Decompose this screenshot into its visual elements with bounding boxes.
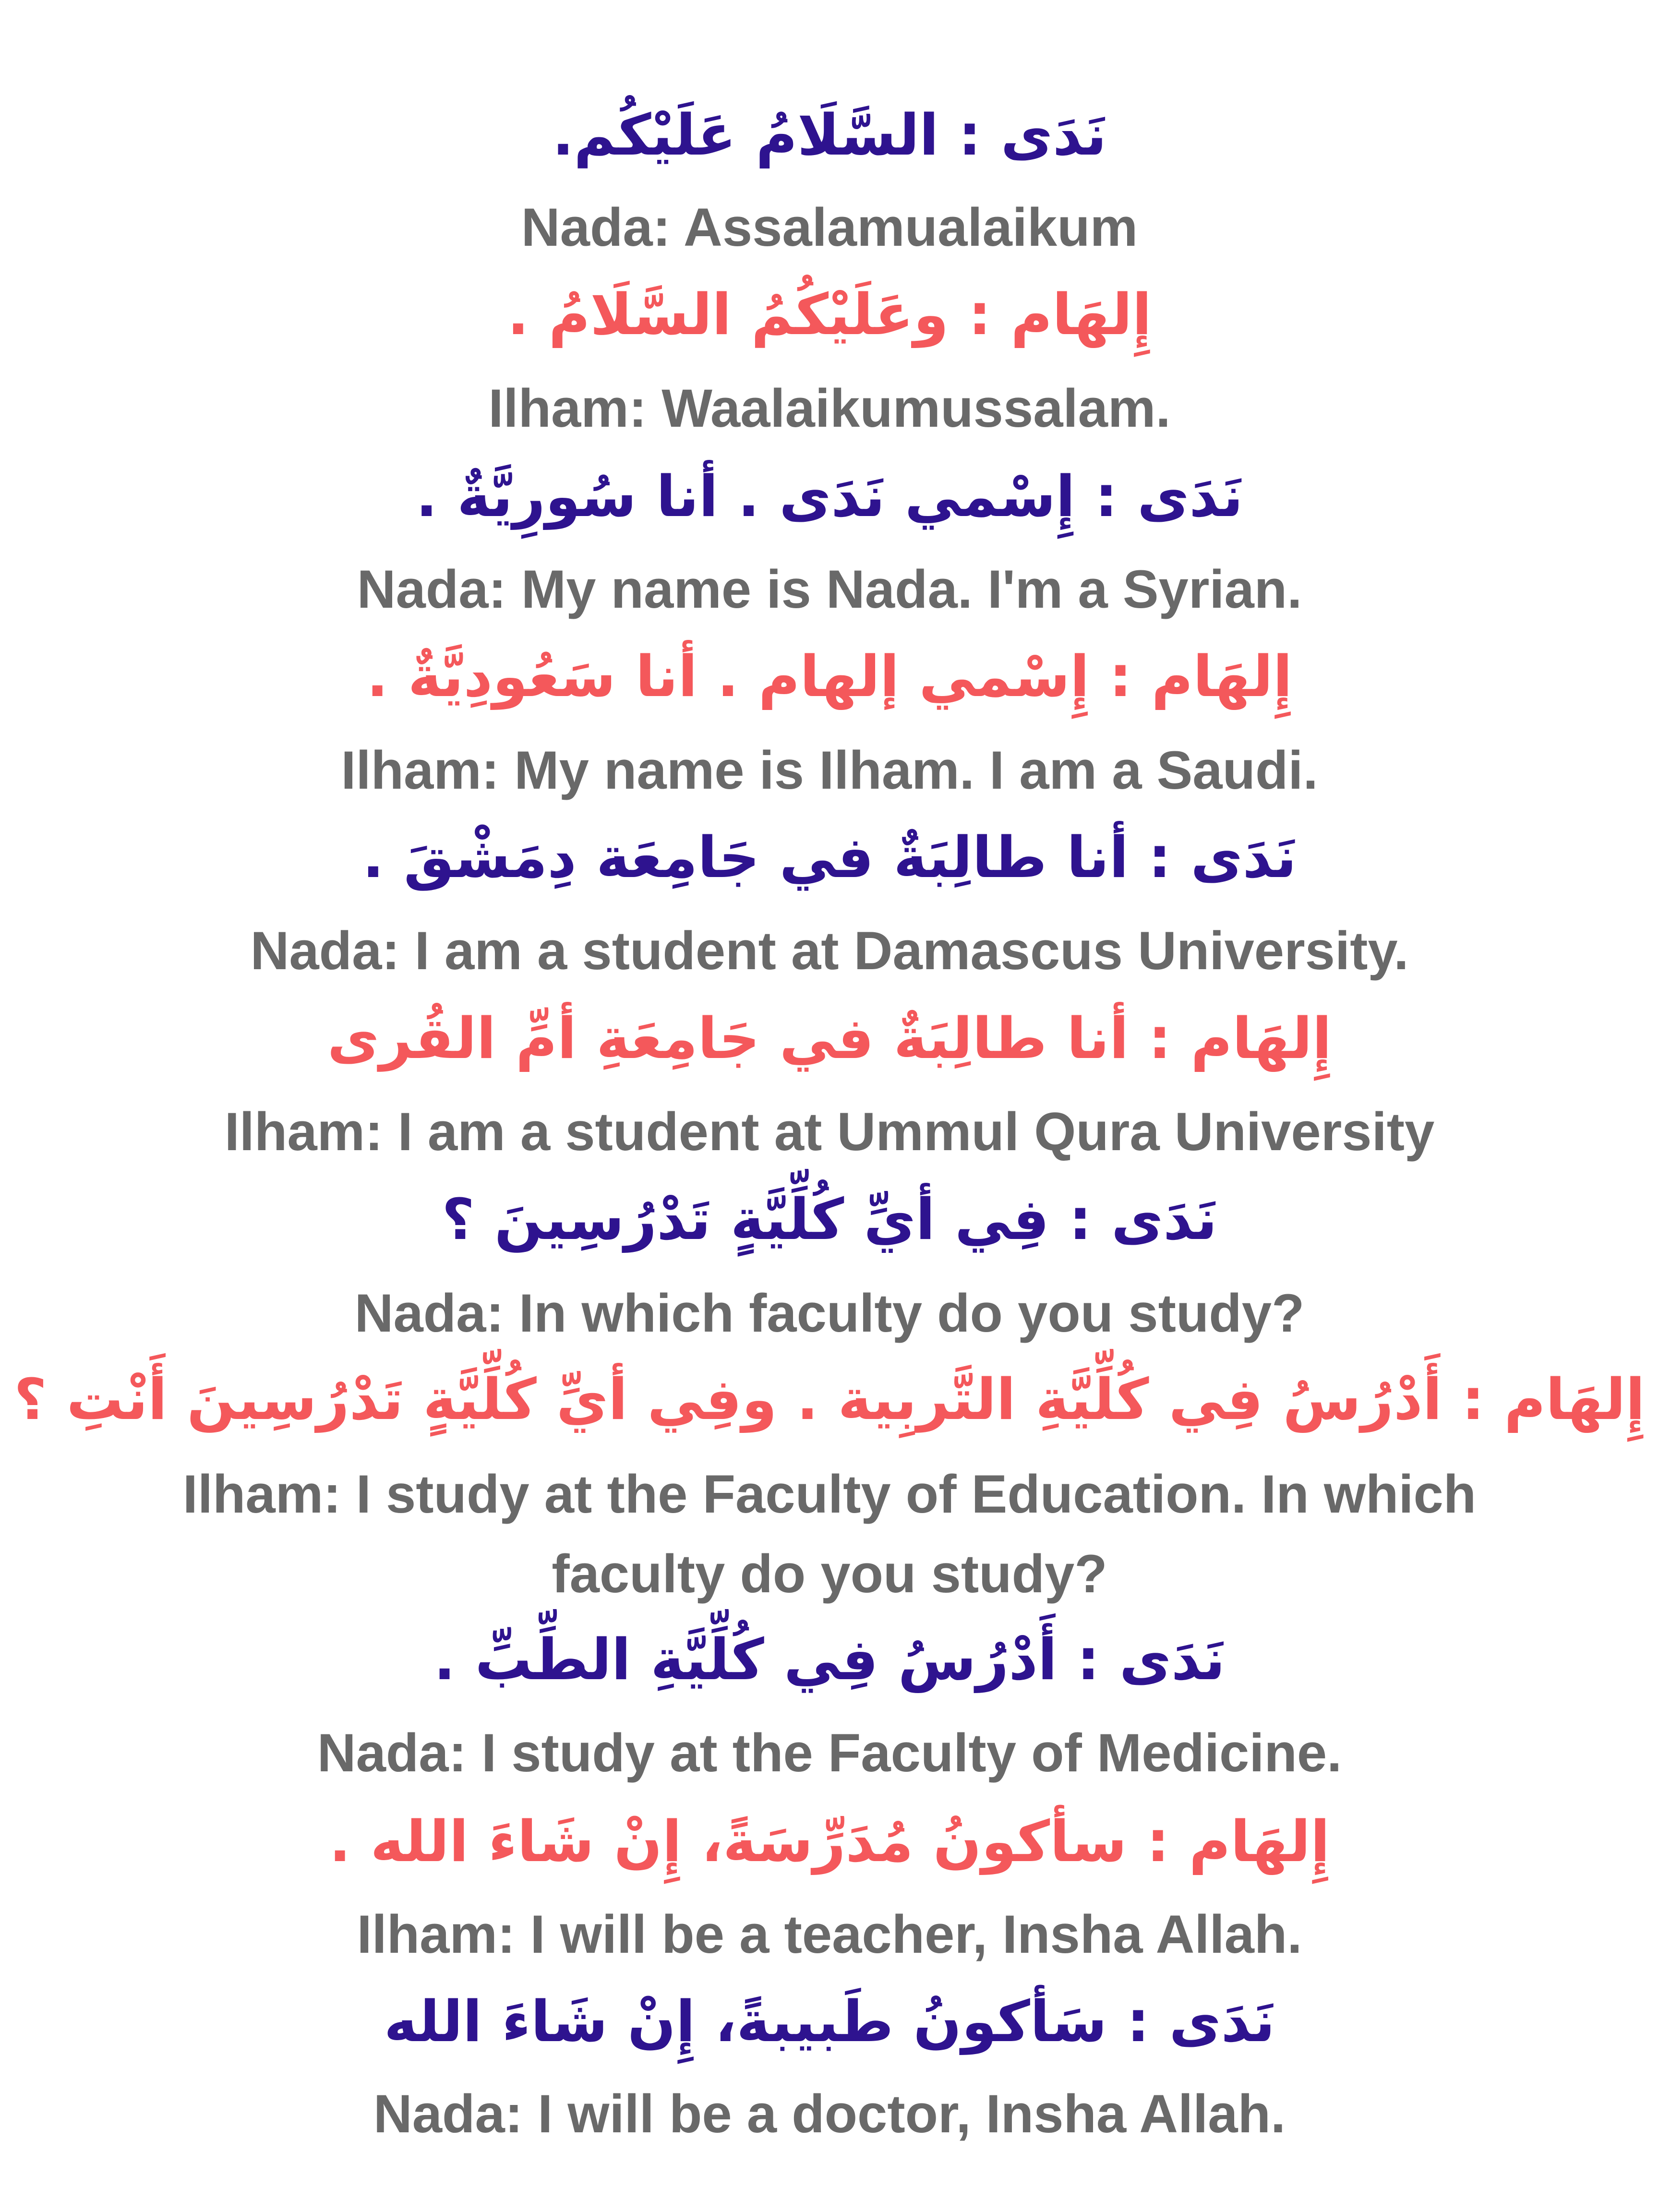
arabic-line: نَدَى : أنا طالِبَةٌ في جَامِعَة دِمَشْقَ . [362,824,1297,890]
translation-line: Nada: I will be a doctor, Insha Allah. [373,2084,1286,2144]
translation-line: Ilham: I am a student at Ummul Qura University [224,1102,1435,1162]
arabic-line: إِلهَام : وعَلَيْكُمُ السَّلَامُ . [507,281,1152,348]
arabic-line: إِلهَام : أنا طالِبَةٌ في جَامِعَةِ أمِّ القُرى [327,1005,1332,1071]
translation-line: Nada: In which faculty do you study? [354,1283,1305,1343]
arabic-line: نَدَى : السَّلَامُ عَلَيْكُم. [552,102,1107,168]
arabic-line: نَدَى : إِسْمي نَدَى . أنا سُورِيَّةٌ . [416,463,1243,529]
translation-line: Ilham: I study at the Faculty of Education. In which [182,1464,1477,1524]
translation-line: faculty do you study? [552,1544,1107,1604]
translation-line: Ilham: I will be a teacher, Insha Allah. [357,1904,1302,1964]
translation-line: Nada: Assalamualaikum [521,197,1138,257]
arabic-line: إِلهَام : أَدْرُسُ فِي كُلِّيَّةِ التَّربِية . وفِي أيِّ كُلِّيَّةٍ تَدْرُسِينَ أَنْتِ ؟ [14,1366,1645,1432]
arabic-line: نَدَى : فِي أيِّ كُلِّيَّةٍ تَدْرُسِينَ ؟ [442,1186,1217,1252]
translation-line: Ilham: My name is Ilham. I am a Saudi. [341,740,1318,800]
translation-line: Ilham: Waalaikumussalam. [488,378,1171,438]
arabic-line: إِلهَام : سأكونُ مُدَرِّسَةً، إِنْ شَاءَ الله . [329,1808,1330,1875]
translation-line: Nada: My name is Nada. I'm a Syrian. [357,559,1302,619]
arabic-line: نَدَى : أَدْرُسُ فِي كُلِّيَّةِ الطِّبِّ . [433,1626,1226,1693]
translation-line: Nada: I am a student at Damascus University. [250,921,1409,981]
arabic-line: نَدَى : سَأكونُ طَبيبةً، إِنْ شَاءَ الله [384,1988,1275,2055]
translation-line: Nada: I study at the Faculty of Medicine. [317,1723,1342,1783]
arabic-line: إِلهَام : إِسْمي إلهام . أنا سَعُودِيَّةٌ . [366,643,1293,709]
